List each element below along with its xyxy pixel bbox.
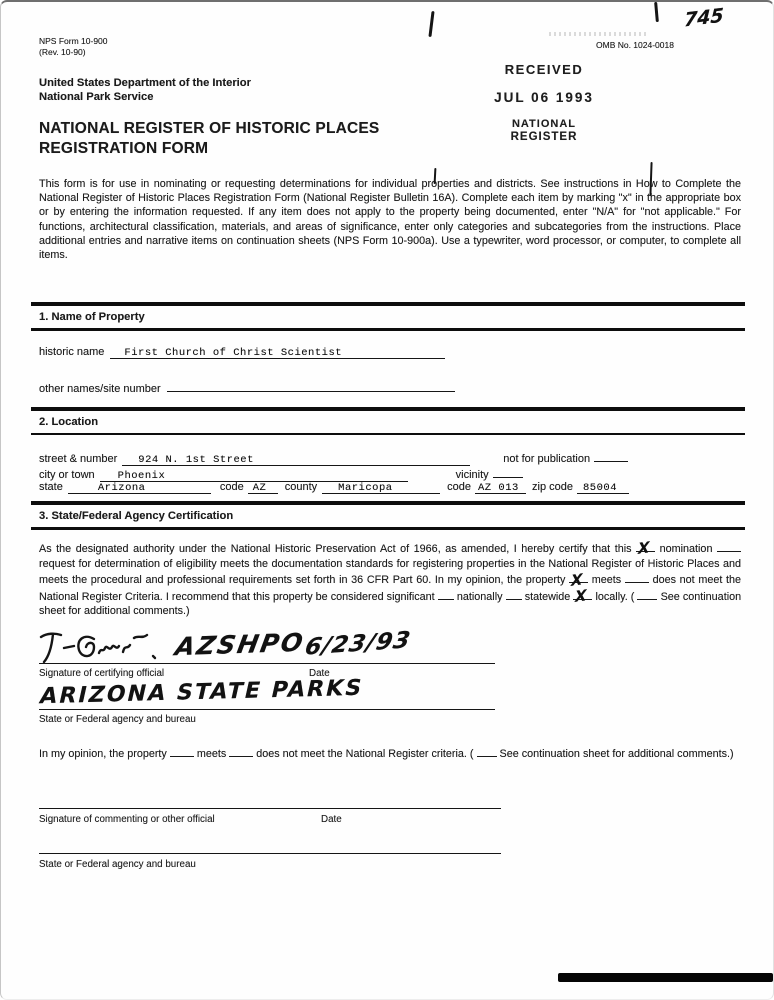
national-register-stamp-line2: REGISTER [510, 131, 578, 143]
handwritten-page-number: 745 [683, 4, 725, 32]
opinion-text: See continuation sheet for additional comments.) [499, 748, 734, 760]
handwritten-x: X [638, 538, 650, 559]
other-names-field [167, 379, 455, 392]
cert-text: meets [591, 574, 622, 587]
state-code-label: code [219, 481, 244, 493]
county-label: county [284, 481, 318, 493]
scan-artifact-bar [558, 973, 773, 982]
state-or-federal-agency-label: State or Federal agency and bureau [39, 714, 196, 725]
department-line1: United States Department of the Interior [39, 77, 251, 89]
department-header [39, 76, 251, 104]
nationally-blank [438, 589, 454, 600]
state-label: state [39, 481, 63, 493]
cert-text: statewide [524, 590, 571, 603]
not-for-publication-field [594, 449, 628, 462]
other-names-row [39, 379, 455, 395]
pen-mark [428, 11, 434, 37]
section-underline [31, 433, 745, 435]
state-row [39, 481, 629, 494]
historic-name-value: First Church of Christ Scientist [124, 347, 343, 359]
county-value: Maricopa [338, 482, 393, 494]
commenting-agency-line [39, 853, 501, 854]
certification-paragraph [39, 540, 741, 619]
vicinity-label: vicinity [455, 469, 489, 481]
see-continuation-blank [477, 746, 497, 757]
page-title [39, 119, 379, 159]
certifying-official-signature-scrawl [37, 628, 172, 666]
signature-of-commenting-official-label: Signature of commenting or other official [39, 814, 215, 825]
nomination-checkbox [636, 538, 655, 559]
street-label: street & number [39, 453, 118, 465]
section2-title: 2. Location [39, 416, 99, 428]
zip-value: 85004 [582, 482, 617, 494]
scan-smudge [549, 32, 649, 36]
date-stamp: JUL 06 1993 [494, 90, 594, 105]
commenting-date-label: Date [321, 814, 342, 825]
page-title-line1: NATIONAL REGISTER OF HISTORIC PLACES [39, 120, 380, 137]
handwritten-x: X [575, 586, 587, 607]
section-underline [31, 527, 745, 530]
section1-title: 1. Name of Property [39, 311, 145, 323]
received-stamp: RECEIVED [504, 62, 584, 77]
opinion-text: does not meet the National Register criteria. ( [256, 748, 474, 760]
handwritten-azshpo: AZSHPO [172, 627, 307, 662]
city-label: city or town [39, 469, 95, 481]
see-continuation-blank [637, 589, 657, 600]
cert-text: See continuation sheet for additional comments.) [39, 590, 742, 618]
state-field [68, 481, 211, 494]
state-code-field [248, 481, 278, 494]
page-title-line2: REGISTRATION FORM [39, 140, 209, 157]
meets-blank [170, 746, 194, 757]
omb-number: OMB No. 1024-0018 [596, 40, 674, 50]
vicinity-field [493, 465, 523, 478]
opinion-text: meets [196, 748, 227, 760]
county-field [322, 481, 440, 494]
national-register-stamp-line1: NATIONAL [511, 118, 576, 130]
not-for-publication-label: not for publication [503, 453, 591, 465]
zip-label: zip code [532, 481, 573, 493]
cert-text: locally. ( [595, 590, 635, 603]
form-number [39, 36, 108, 57]
section3-title: 3. State/Federal Agency Certification [39, 510, 234, 522]
historic-name-row [39, 346, 445, 359]
locally-checkbox [573, 586, 592, 607]
section-divider [31, 501, 745, 505]
historic-name-field [110, 346, 445, 359]
department-line2: National Park Service [39, 91, 154, 103]
section-divider [31, 407, 745, 411]
signature-line [39, 663, 495, 664]
street-row [39, 449, 628, 466]
zip-field [577, 481, 629, 494]
form-number-line2: (Rev. 10-90) [39, 46, 86, 57]
date-label: Date [309, 668, 330, 679]
request-blank [717, 541, 741, 552]
handwritten-x: X [571, 569, 583, 590]
does-not-meet-blank [625, 572, 649, 583]
does-not-meet-blank [229, 746, 253, 757]
handwritten-date: 6/23/93 [302, 627, 413, 661]
county-code-value: AZ 013 [478, 482, 519, 494]
street-value: 924 N. 1st Street [138, 454, 254, 466]
section-underline [31, 328, 745, 331]
county-code-label: code [447, 481, 471, 493]
city-value: Phoenix [117, 470, 166, 482]
agency-line [39, 709, 495, 710]
intro-paragraph: This form is for use in nominating or requesting determinations for individual properties and districts. See instructions in How to Complete the National Register of Historic Places Registration Form (National Register Bulletin 16A). Complete each item by marking "x" in the appropriate box or by entering the information requested. If any item does not apply to the property being documented, enter "N/A" for "not applicable." For functions, architectural classification, materials, and areas of significance, enter only categories and subcategories from the instructions. Place additional entries and narrative items on continuation sheets (NPS Form 10-900a). Use a typewriter, word processor, or computer, to complete all items. [39, 178, 741, 262]
opinion-text: In my opinion, the property [39, 748, 167, 760]
meets-checkbox [569, 569, 588, 590]
other-names-label: other names/site number [39, 383, 161, 395]
cert-text: nationally [456, 590, 503, 603]
county-code-field [475, 481, 526, 494]
form-number-line1: NPS Form 10-900 [39, 36, 108, 46]
cert-text: As the designated authority under the National Historic Preservation Act of 1966, as amended, I hereby certify that this [39, 543, 632, 555]
cert-text: does not meet the National Register Criteria. I recommend that this property be considered significant [39, 574, 742, 603]
pen-mark [654, 2, 659, 22]
section-divider [31, 302, 745, 306]
historic-name-label: historic name [39, 346, 105, 358]
signature-of-certifying-official-label: Signature of certifying official [39, 668, 165, 679]
state-value: Arizona [97, 482, 146, 494]
handwritten-agency: ARIZONA STATE PARKS [37, 675, 366, 710]
city-row [39, 465, 523, 482]
statewide-blank [506, 589, 522, 600]
received-stamp-block [484, 62, 604, 143]
cert-text: nomination [659, 543, 713, 555]
state-or-federal-agency-label2: State or Federal agency and bureau [39, 859, 196, 870]
cert-text: request for determination of eligibility meets the documentation standards for registering properties in the National Register of Historic Places and meets the procedural and professional requirements set forth in 36 CFR Part 60. In my opinion, the property [39, 557, 741, 587]
opinion-paragraph [39, 746, 741, 762]
commenting-signature-line [39, 808, 501, 809]
state-code-value: AZ [252, 482, 267, 494]
